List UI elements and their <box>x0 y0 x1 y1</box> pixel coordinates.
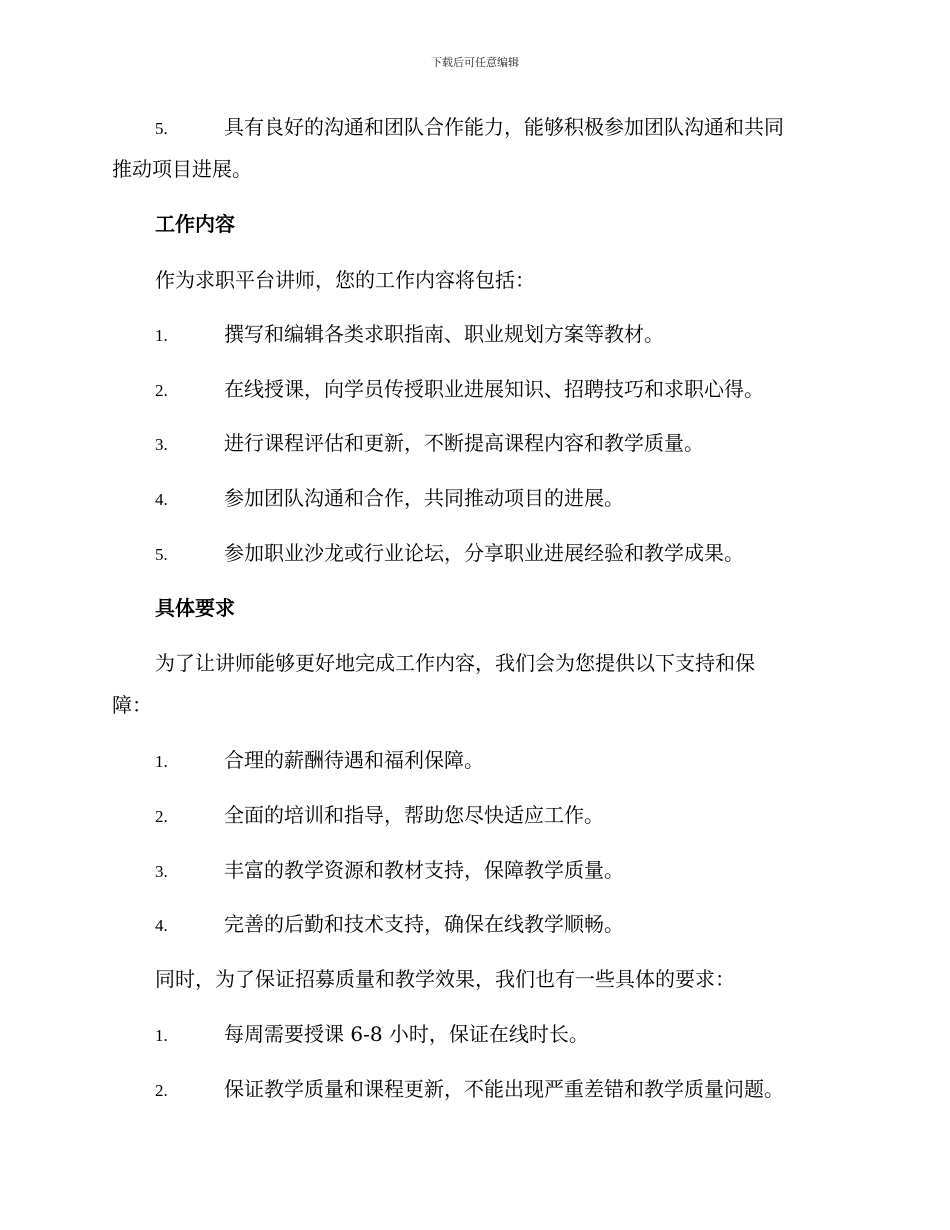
list-item <box>155 113 784 143</box>
list-item <box>155 801 604 831</box>
list-item-text: 在线授课，向学员传授职业进展知识、招聘技巧和求职心得。 <box>224 377 764 401</box>
list-item-text: 参加职业沙龙或行业论坛，分享职业进展经验和教学成果。 <box>224 541 744 565</box>
paragraph: 作为求职平台讲师，您的工作内容将包括： <box>155 268 535 292</box>
paragraph-continuation: 障： <box>112 693 152 717</box>
list-item-text: 保证教学质量和课程更新，不能出现严重差错和教学质量问题。 <box>224 1077 784 1101</box>
list-item-number: 4. <box>155 490 168 509</box>
list-item-text: 全面的培训和指导，帮助您尽快适应工作。 <box>224 803 604 827</box>
list-item <box>155 484 624 514</box>
section-heading-requirements: 具体要求 <box>155 596 235 620</box>
list-item-number: 1. <box>155 1026 168 1045</box>
list-item-text: 每周需要授课 6-8 小时，保证在线时长。 <box>224 1022 589 1046</box>
list-item <box>155 1020 589 1050</box>
list-item-text: 具有良好的沟通和团队合作能力，能够积极参加团队沟通和共同 <box>224 115 784 139</box>
list-item <box>155 746 484 776</box>
list-item-number: 2. <box>155 381 168 400</box>
list-item <box>155 320 664 350</box>
list-item-text: 进行课程评估和更新，不断提高课程内容和教学质量。 <box>224 431 704 455</box>
list-item <box>155 856 624 886</box>
list-item-text: 完善的后勤和技术支持，确保在线教学顺畅。 <box>224 912 624 936</box>
list-item-number: 2. <box>155 807 168 826</box>
list-item-number: 3. <box>155 862 168 881</box>
list-item <box>155 429 704 459</box>
list-item <box>155 375 764 405</box>
list-item-text: 参加团队沟通和合作，共同推动项目的进展。 <box>224 486 624 510</box>
list-item-text: 撰写和编辑各类求职指南、职业规划方案等教材。 <box>224 322 664 346</box>
list-item <box>155 539 744 569</box>
list-item <box>155 1075 784 1105</box>
paragraph: 为了让讲师能够更好地完成工作内容，我们会为您提供以下支持和保 <box>155 651 755 675</box>
list-item-number: 5. <box>155 119 168 138</box>
list-item-text: 丰富的教学资源和教材支持，保障教学质量。 <box>224 858 624 882</box>
list-item-number: 4. <box>155 916 168 935</box>
paragraph: 同时，为了保证招募质量和教学效果，我们也有一些具体的要求： <box>155 967 735 991</box>
list-item-number: 5. <box>155 545 168 564</box>
list-item-number: 2. <box>155 1081 168 1100</box>
list-item-number: 1. <box>155 326 168 345</box>
list-item-text: 合理的薪酬待遇和福利保障。 <box>224 748 484 772</box>
list-item-number: 1. <box>155 752 168 771</box>
list-item <box>155 910 624 940</box>
paragraph-continuation: 推动项目进展。 <box>112 157 252 181</box>
section-heading-work-content: 工作内容 <box>155 212 235 236</box>
list-item-number: 3. <box>155 435 168 454</box>
page-header: 下载后可任意编辑 <box>431 56 519 69</box>
